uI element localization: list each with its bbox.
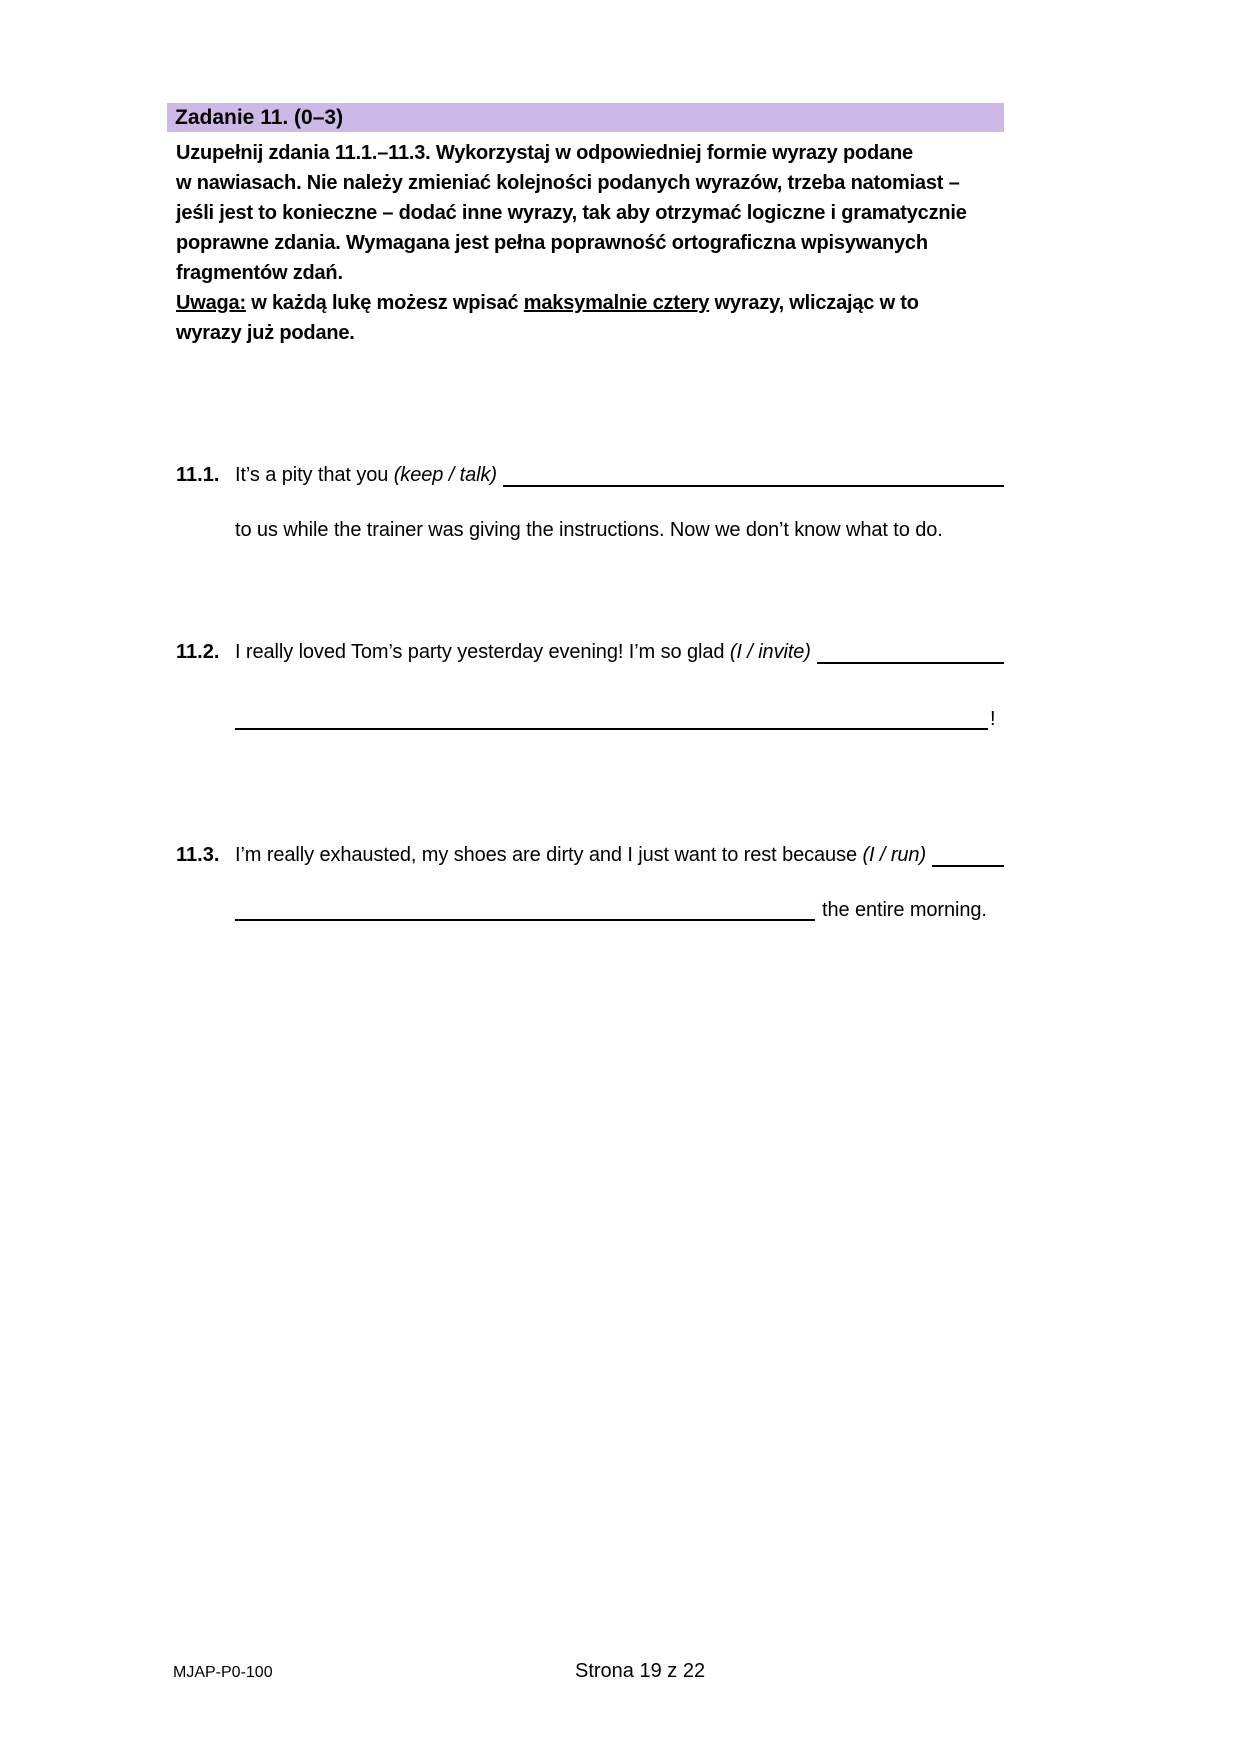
- word-prompt: (I / run): [862, 844, 927, 866]
- question-number: 11.1.: [176, 464, 220, 486]
- word-prompt: (I / invite): [729, 641, 811, 663]
- question-text: [235, 896, 987, 925]
- instruction-note-line-2: wyrazy już podane.: [176, 322, 355, 344]
- instruction-line: fragmentów zdań.: [176, 262, 343, 284]
- question-line: [176, 516, 1004, 545]
- task-title: Zadanie 11. (0–3): [175, 106, 344, 129]
- question-line: [176, 638, 1004, 667]
- note-emphasis: maksymalnie cztery: [523, 292, 710, 314]
- instruction-line: w nawiasach. Nie należy zmieniać kolejności podanych wyrazów, trzeba natomiast –: [176, 172, 960, 194]
- task-instructions: [176, 138, 1006, 348]
- sentence-text: I’m really exhausted, my shoes are dirty and I just want to rest because: [235, 844, 863, 866]
- question-line: [176, 841, 1004, 870]
- question-text: [235, 638, 811, 667]
- answer-blank: [235, 728, 988, 730]
- question-line: [176, 705, 1004, 734]
- question-11-1: [176, 461, 1004, 545]
- footer-document-code: MJAP-P0-100: [173, 1664, 273, 1681]
- instruction-line: poprawne zdania. Wymagana jest pełna poprawność ortograficzna wpisywanych: [176, 232, 928, 254]
- question-text: [235, 461, 497, 490]
- question-line: [176, 461, 1004, 490]
- answer-blank: [503, 461, 1004, 487]
- instruction-line: jeśli jest to konieczne – dodać inne wyrazy, tak aby otrzymać logiczne i gramatycznie: [176, 202, 967, 224]
- question-11-3: [176, 841, 1004, 925]
- sentence-text: !: [990, 708, 996, 730]
- question-number-spacer: [176, 896, 235, 925]
- answer-blank: [817, 638, 1004, 664]
- note-text: wyrazy, wliczając w to: [709, 292, 919, 314]
- sentence-text: I really loved Tom’s party yesterday evening! I’m so glad: [235, 641, 730, 663]
- sentence-text: the entire morning.: [822, 899, 987, 921]
- question-number-spacer: [176, 705, 235, 734]
- note-text: w każdą lukę możesz wpisać: [245, 292, 524, 314]
- answer-blank: [235, 919, 815, 921]
- question-line: [176, 896, 1004, 925]
- instruction-line: Uzupełnij zdania 11.1.–11.3. Wykorzystaj w odpowiedniej formie wyrazy podane: [176, 142, 913, 164]
- question-text: [235, 705, 995, 734]
- note-label: Uwaga:: [176, 292, 246, 314]
- question-11-2: [176, 638, 1004, 734]
- sentence-text: to us while the trainer was giving the instructions. Now we don’t know what to do.: [235, 519, 943, 541]
- instruction-note-line: [176, 288, 1006, 318]
- sentence-text: It’s a pity that you: [235, 464, 394, 486]
- footer-page-number: Strona 19 z 22: [575, 1660, 706, 1682]
- word-prompt: (keep / talk): [393, 464, 497, 486]
- question-text: [235, 841, 926, 870]
- task-header-bar: [167, 103, 1004, 132]
- question-number-spacer: [176, 516, 235, 545]
- answer-blank: [932, 841, 1004, 867]
- question-number: 11.2.: [176, 641, 220, 663]
- question-number: 11.3.: [176, 844, 220, 866]
